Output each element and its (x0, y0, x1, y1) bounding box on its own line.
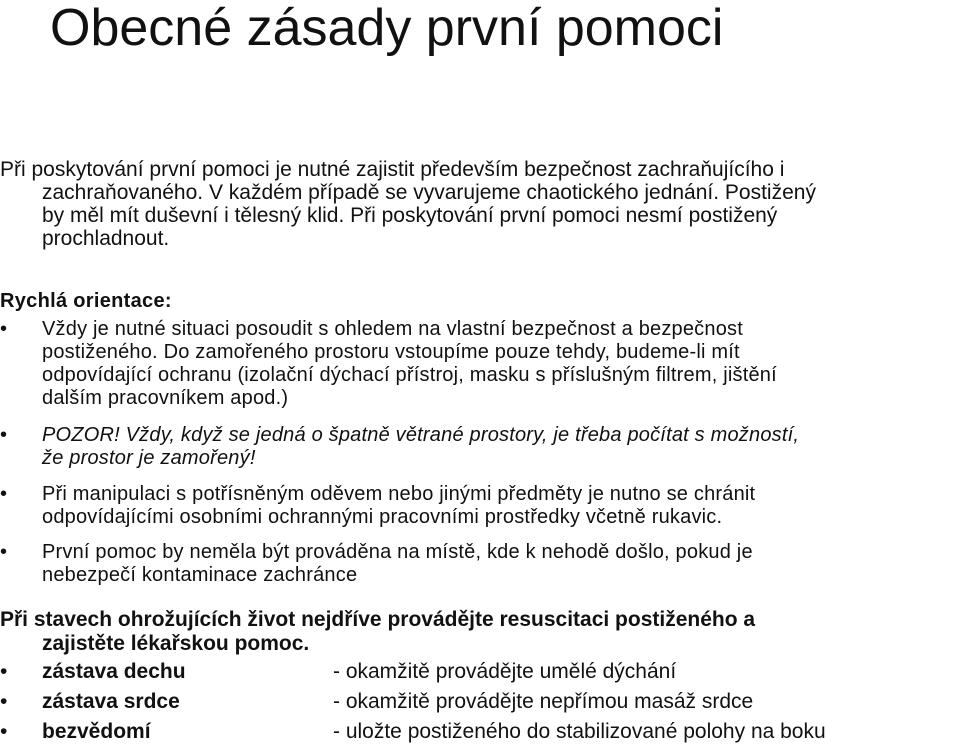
bullet-list (0, 318, 950, 597)
list-item (0, 483, 950, 529)
list-item-line: První pomoc by neměla být prováděna na místě, kde k nehodě došlo, pokud je (42, 541, 753, 563)
bullet-icon: • (0, 318, 8, 340)
condition-label: zástava srdce (42, 690, 180, 713)
intro-line: zachraňovaného. V každém případě se vyvarujeme chaotického jednání. Postižený (42, 181, 816, 204)
resuscitation-heading-line: zajistěte lékařskou pomoc. (42, 632, 310, 655)
list-item-line: odpovídajícími osobními ochrannými pracovními prostředky včetně rukavic. (42, 506, 723, 528)
list-item-line: že prostor je zamořený! (42, 447, 256, 469)
intro-line: Při poskytování první pomoci je nutné zajistit především bezpečnost zachraňujícího i (0, 158, 785, 181)
list-item-line: postiženého. Do zamořeného prostoru vstoupíme pouze tehdy, budeme-li mít (42, 341, 740, 363)
list-item-line: odpovídající ochranu (izolační dýchací přístroj, masku s příslušným filtrem, jištění (42, 364, 777, 386)
condition-row (0, 690, 950, 720)
condition-action: - uložte postiženého do stabilizované polohy na boku (333, 720, 826, 743)
resuscitation-heading (0, 608, 950, 656)
intro-line: by měl mít duševní i tělesný klid. Při poskytování první pomoci nesmí postižený (42, 204, 778, 227)
bullet-icon: • (0, 690, 8, 713)
condition-label: zástava dechu (42, 660, 186, 683)
list-item-line: Při manipulaci s potřísněným oděvem nebo jinými předměty je nutno se chránit (42, 483, 756, 505)
bullet-icon: • (0, 424, 8, 446)
list-item (0, 541, 950, 587)
bullet-icon: • (0, 483, 8, 505)
list-item-line: POZOR! Vždy, když se jedná o špatně větrané prostory, je třeba počítat s možností, (42, 424, 800, 446)
list-item (0, 318, 950, 410)
conditions-list (0, 660, 950, 750)
condition-row (0, 660, 950, 690)
condition-action: - okamžitě provádějte umělé dýchání (333, 660, 677, 683)
bullet-icon: • (0, 660, 8, 683)
list-item-line: dalším pracovníkem apod.) (42, 387, 289, 409)
intro-paragraph (0, 158, 940, 250)
condition-label: bezvědomí (42, 720, 151, 743)
page-title: Obecné zásady první pomoci (50, 0, 724, 57)
condition-row (0, 720, 950, 750)
intro-line: prochladnout. (42, 227, 170, 250)
condition-action: - okamžitě provádějte nepřímou masáž srdce (333, 690, 754, 713)
resuscitation-heading-line: Při stavech ohrožujících život nejdříve provádějte resuscitaci postiženého a (0, 608, 756, 631)
list-item-line: nebezpečí kontaminace zachránce (42, 564, 358, 586)
section-heading: Rychlá orientace: (0, 290, 172, 312)
bullet-icon: • (0, 720, 8, 743)
list-item-line: Vždy je nutné situaci posoudit s ohledem na vlastní bezpečnost a bezpečnost (42, 318, 743, 340)
bullet-icon: • (0, 541, 8, 563)
list-item (0, 424, 950, 470)
